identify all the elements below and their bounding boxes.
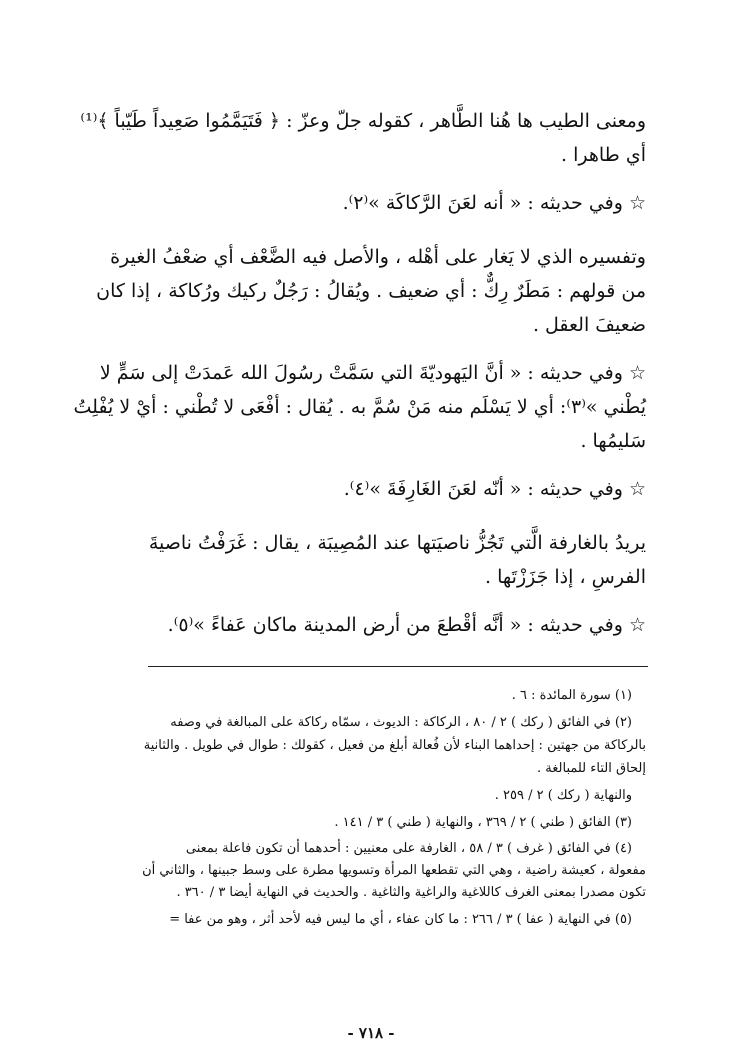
footnote-line: (١) سورة المائدة : ٦ .: [511, 688, 632, 703]
footnote-3: [92, 811, 646, 834]
paragraph-rakaka-explanation: [96, 240, 646, 342]
text-line: ☆ وفي حديثه : « أنّه لعَنَ الغَارِفَةَ »⁽٤⁾.: [343, 478, 646, 500]
text-line: أي طاهرا .: [561, 144, 646, 166]
footnote-2-continued: [92, 784, 646, 807]
text-line: ☆ وفي حديثه : « أنَّه أقْطعَ من أرض المدينة ماكان عَفاءً »⁽٥⁾.: [167, 614, 646, 636]
text-line: ☆ وفي حديثه : « أنه لعَنَ الرَّكاكَة »⁽٢⁾.: [342, 192, 646, 214]
text-line: وتفسيره الذي لا يَغار على أهْله ، والأصل فيه الضَّعْف أي ضعْفُ الغيرة: [110, 246, 646, 268]
page-number: - ٧١٨ -: [347, 1024, 395, 1042]
footnote-line: (٣) الفائق ( طني ) ٢ / ٣٦٩ ، والنهاية ( طني ) ٣ / ١٤١ .: [334, 815, 632, 830]
footnote-line: (٢) في الفائق ( ركك ) ٢ / ٨٠ ، الركاكة : الديوث ، سمّاه ركاكة على المبالغة في وصفه: [170, 715, 632, 730]
footnote-line: والنهاية ( ركك ) ٢ / ٢٥٩ .: [494, 788, 632, 803]
footnotes: [92, 684, 646, 931]
paragraph-gharifa-explanation: [96, 526, 646, 594]
footnote-line: بالركاكة من جهتين : إحداهما البناء لأن فُعالة أبلغ من فعيل ، كقولك : طوال في طويل . والثانية: [143, 738, 646, 753]
text-line: من قولهم : مَطَرٌ رِكٌّ : أي ضعيف . ويُقالُ : رَجُلٌ ركيك ورُكاكة ، إذا كان: [96, 280, 646, 302]
footnote-line: (٥) في النهاية ( عفا ) ٣ / ٢٦٦ : ما كان عفاء ، أي ما ليس فيه لأحد أثر ، وهو من عفا =: [169, 912, 632, 927]
hadith-afa: [96, 608, 646, 642]
footnote-line: مفعولة ، كعيشة راضية ، وهي التي تقطعها المرأة وتسويها مطرة على وسط جبينها ، والثاني أن: [142, 863, 646, 878]
text-line: ☆ وفي حديثه : « أنَّ اليَهوديّةَ التي سَمَّتْ رسُولَ الله عَمدَتْ إلى سَمٍّ لا: [99, 362, 646, 384]
footnote-2: [92, 711, 646, 780]
footnote-line: تكون مصدرا بمعنى الغرف كاللاغية والراغية والثاغية . والحديث في النهاية أيضا ٣ / ٣٦٠ .: [176, 885, 646, 900]
footnote-1: [92, 684, 646, 707]
text-line: الفرسِ ، إذا جَزَزْتَها .: [485, 566, 646, 588]
footnote-line: إلحاق التاء للمبالغة .: [537, 761, 646, 776]
text-line: سَليمُها .: [580, 430, 646, 452]
footnote-line: (٤) في الفائق ( غرف ) ٣ / ٥٨ ، الغارفة على معنيين : أحدهما أن تكون فاعلة بمعنى: [185, 841, 632, 856]
hadith-gharifa: [96, 472, 646, 506]
text-line: ضعيفَ العقل .: [532, 314, 646, 336]
footnote-separator: [148, 666, 648, 667]
paragraph-tayyib: [80, 104, 646, 172]
footnote-5: [92, 908, 646, 931]
hadith-yuṭni: [73, 356, 646, 458]
text-line: يُطْني »⁽٣⁾: أي لا يَسْلَم منه مَنْ سُمَّ به . يُقال : أفْعَى لا تُطْني : أيْ لا يُفْلِتُ: [73, 396, 646, 418]
text-line: ومعنى الطيب ها هُنا الطَّاهر ، كقوله جلّ وعزّ : ﴿ فَتَيَمَّمُوا صَعِيداً طَيّباً ﴾⁽¹⁾: [80, 110, 646, 132]
main-text: [73, 104, 646, 642]
footnote-4: [92, 838, 646, 904]
text-line: يريدُ بالغارفة الَّتي تَجُزُّ ناصيَتها عند المُصِيبَة ، يقال : غَرَفْتُ ناصيةَ: [148, 532, 646, 554]
hadith-rakaka: [96, 186, 646, 220]
